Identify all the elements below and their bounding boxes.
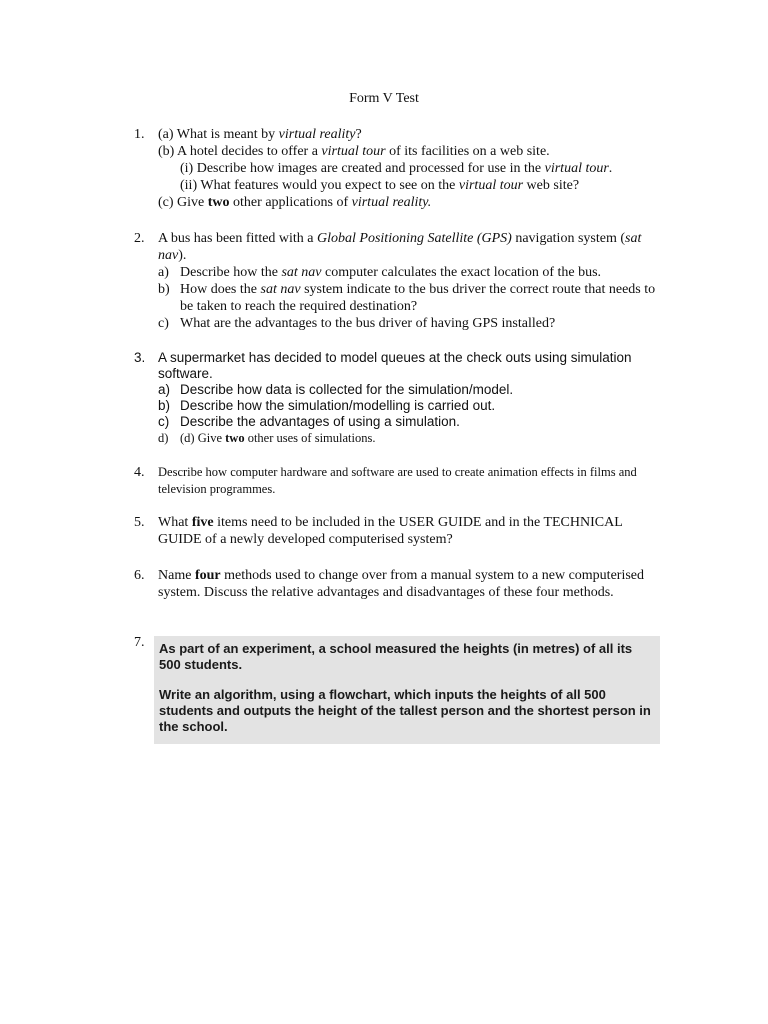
question-1b-ii: (ii) What features would you expect to see on the virtual tour web site? (180, 178, 580, 193)
question-7-box (154, 636, 660, 744)
question-2c: c) What are the advantages to the bus driver of having GPS installed? (158, 316, 556, 331)
question-1a: (a) What is meant by virtual reality? (158, 127, 362, 142)
question-number: 1. (134, 127, 145, 142)
question-7-paragraph-1: As part of an experiment, a school measured the heights (in metres) of all its 500 students. (159, 641, 633, 672)
page-title: Form V Test (349, 91, 419, 106)
question-6-text: Name four methods used to change over from a manual system to a new computerised system. Discuss the relative advantages and disadvantages of these four methods. (158, 568, 644, 600)
question-2b: b) How does the sat nav system indicate to the bus driver the correct route that needs to be taken to reach the required destination? (158, 282, 656, 314)
question-number: 3. (134, 350, 146, 365)
question-3c: c) Describe the advantages of using a simulation. (158, 414, 460, 429)
question-2 (134, 230, 664, 332)
question-number: 6. (134, 568, 145, 583)
question-6 (134, 567, 664, 601)
question-3-intro: A supermarket has decided to model queues at the check outs using simulation software. (158, 350, 632, 381)
question-3a: a) Describe how data is collected for the simulation/model. (158, 382, 514, 397)
question-4 (134, 464, 664, 498)
question-3b: b) Describe how the simulation/modelling is carried out. (158, 398, 496, 413)
question-5 (134, 514, 664, 548)
question-7-paragraph-2: Write an algorithm, using a flowchart, which inputs the heights of all 500 students and outputs the height of the tallest person and the shortest person in the school. (159, 687, 651, 734)
question-5-text: What five items need to be included in the USER GUIDE and in the TECHNICAL GUIDE of a newly developed computerised system? (158, 515, 623, 547)
question-number: 5. (134, 515, 145, 530)
question-2a: a) Describe how the sat nav computer calculates the exact location of the bus. (158, 265, 602, 280)
question-1 (134, 126, 664, 211)
question-3d: d) (d) Give two other uses of simulations. (158, 431, 376, 445)
question-number: 7. (134, 635, 145, 650)
question-number: 4. (134, 465, 145, 480)
question-3 (134, 350, 664, 447)
question-2-intro: A bus has been fitted with a Global Positioning Satellite (GPS) navigation system (sat nav). (158, 231, 642, 263)
question-4-text: Describe how computer hardware and software are used to create animation effects in films and television programmes. (158, 465, 637, 496)
question-1b: (b) A hotel decides to offer a virtual tour of its facilities on a web site. (158, 144, 550, 159)
question-1c: (c) Give two other applications of virtual reality. (158, 195, 432, 210)
question-number: 2. (134, 231, 145, 246)
question-1b-i: (i) Describe how images are created and processed for use in the virtual tour. (180, 161, 613, 176)
